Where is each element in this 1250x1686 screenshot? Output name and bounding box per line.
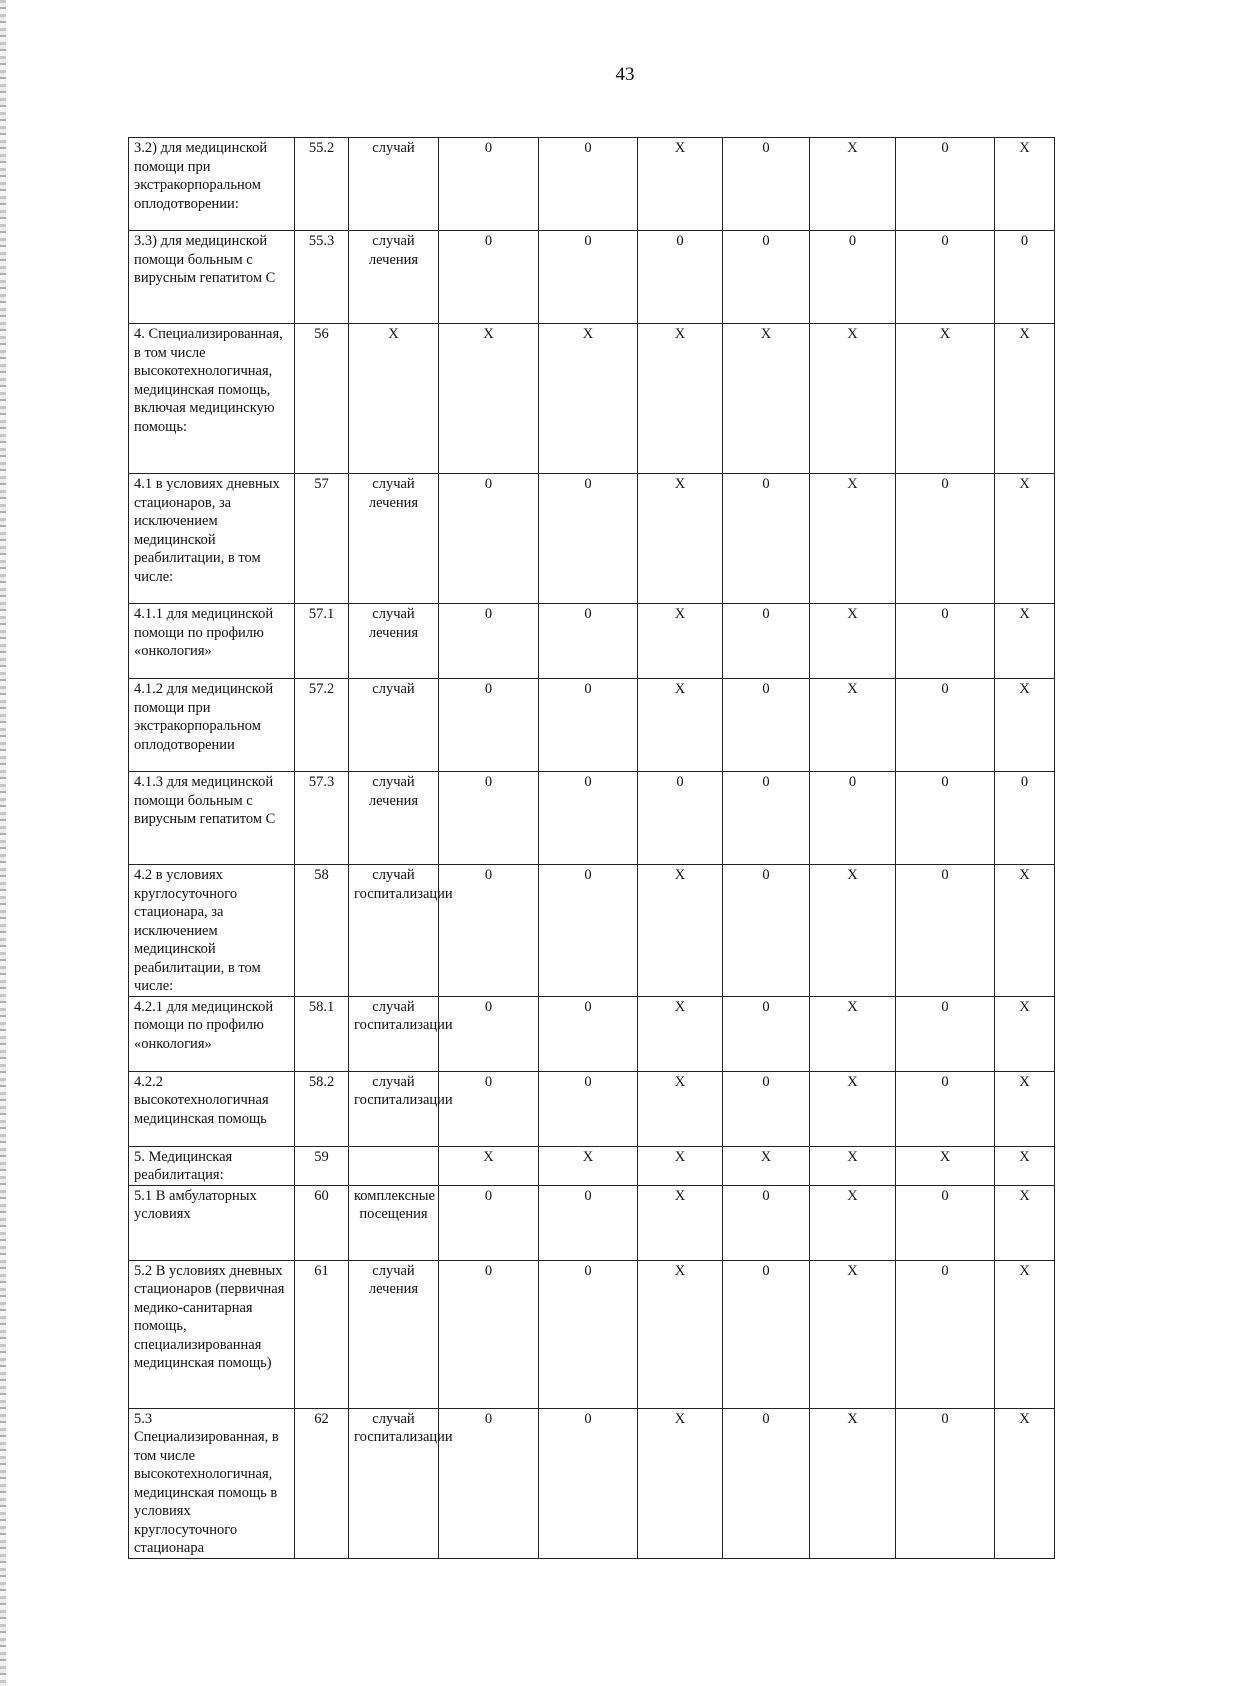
row-value-cell: X <box>995 1408 1055 1558</box>
row-unit-cell <box>349 1146 439 1185</box>
table-row <box>129 865 1055 997</box>
row-name-cell: 4.2.2 высокотехнологичная медицинская помощь <box>129 1071 295 1146</box>
row-value-cell: 0 <box>896 1185 995 1260</box>
row-value-cell: 0 <box>723 1185 810 1260</box>
row-value-cell: 0 <box>539 996 638 1071</box>
row-name-cell: 4.1.2 для медицинской помощи при экстракорпоральном оплодотворении <box>129 679 295 772</box>
row-value-cell: 0 <box>539 231 638 324</box>
row-name-cell: 3.3) для медицинской помощи больным с вирусным гепатитом С <box>129 231 295 324</box>
row-value-cell: 0 <box>896 865 995 997</box>
row-value-cell: X <box>810 1408 896 1558</box>
row-code-cell: 60 <box>295 1185 349 1260</box>
row-code-cell: 57 <box>295 474 349 604</box>
row-value-cell: X <box>995 138 1055 231</box>
row-value-cell: 0 <box>896 604 995 679</box>
table-row <box>129 604 1055 679</box>
row-value-cell: 0 <box>896 996 995 1071</box>
row-value-cell: 0 <box>896 231 995 324</box>
row-code-cell: 57.1 <box>295 604 349 679</box>
row-code-cell: 57.2 <box>295 679 349 772</box>
table-row <box>129 231 1055 324</box>
row-value-cell: X <box>638 474 723 604</box>
table-row <box>129 474 1055 604</box>
row-value-cell: X <box>810 604 896 679</box>
row-name-cell: 5.3 Специализированная, в том числе высокотехнологичная, медицинская помощь в условиях круглосуточного стационара <box>129 1408 295 1558</box>
row-value-cell: 0 <box>439 231 539 324</box>
row-value-cell: 0 <box>723 474 810 604</box>
row-value-cell: X <box>810 996 896 1071</box>
row-unit-cell: случай госпитализации <box>349 996 439 1071</box>
row-value-cell: X <box>995 604 1055 679</box>
row-value-cell: 0 <box>723 679 810 772</box>
row-value-cell: X <box>810 1185 896 1260</box>
row-value-cell: X <box>995 474 1055 604</box>
row-value-cell: X <box>896 324 995 474</box>
row-value-cell: 0 <box>539 865 638 997</box>
row-name-cell: 4. Специализированная, в том числе высокотехнологичная, медицинская помощь, включая медицинскую помощь: <box>129 324 295 474</box>
row-name-cell: 4.1 в условиях дневных стационаров, за исключением медицинской реабилитации, в том числе: <box>129 474 295 604</box>
row-value-cell: X <box>723 1146 810 1185</box>
row-value-cell: 0 <box>723 865 810 997</box>
row-value-cell: X <box>995 865 1055 997</box>
row-unit-cell: случай <box>349 138 439 231</box>
row-value-cell: 0 <box>439 604 539 679</box>
data-table <box>128 137 1055 1559</box>
row-value-cell: 0 <box>638 231 723 324</box>
row-code-cell: 61 <box>295 1260 349 1408</box>
row-value-cell: 0 <box>896 1071 995 1146</box>
row-value-cell: 0 <box>810 772 896 865</box>
row-value-cell: 0 <box>723 138 810 231</box>
row-value-cell: 0 <box>723 231 810 324</box>
row-value-cell: 0 <box>896 474 995 604</box>
row-name-cell: 5. Медицинская реабилитация: <box>129 1146 295 1185</box>
row-value-cell: X <box>539 1146 638 1185</box>
row-value-cell: X <box>638 679 723 772</box>
table-row <box>129 1408 1055 1558</box>
row-value-cell: X <box>723 324 810 474</box>
row-value-cell: 0 <box>810 231 896 324</box>
table-row <box>129 1071 1055 1146</box>
row-value-cell: 0 <box>723 1260 810 1408</box>
row-unit-cell: случай лечения <box>349 1260 439 1408</box>
row-value-cell: 0 <box>539 474 638 604</box>
row-unit-cell: случай <box>349 679 439 772</box>
row-value-cell: 0 <box>439 865 539 997</box>
row-value-cell: X <box>638 324 723 474</box>
table-row <box>129 1146 1055 1185</box>
row-value-cell: X <box>638 1071 723 1146</box>
table-row <box>129 772 1055 865</box>
row-value-cell: 0 <box>439 1071 539 1146</box>
row-value-cell: X <box>810 1146 896 1185</box>
row-code-cell: 62 <box>295 1408 349 1558</box>
row-value-cell: 0 <box>439 679 539 772</box>
row-code-cell: 59 <box>295 1146 349 1185</box>
row-value-cell: 0 <box>995 772 1055 865</box>
row-code-cell: 57.3 <box>295 772 349 865</box>
row-value-cell: 0 <box>896 1260 995 1408</box>
row-name-cell: 4.2.1 для медицинской помощи по профилю «онкология» <box>129 996 295 1071</box>
row-value-cell: X <box>638 865 723 997</box>
row-value-cell: 0 <box>439 1185 539 1260</box>
row-value-cell: 0 <box>439 474 539 604</box>
row-unit-cell: случай госпитализации <box>349 1071 439 1146</box>
row-value-cell: 0 <box>539 1185 638 1260</box>
row-code-cell: 58 <box>295 865 349 997</box>
row-value-cell: 0 <box>896 679 995 772</box>
row-value-cell: 0 <box>539 1260 638 1408</box>
row-code-cell: 58.2 <box>295 1071 349 1146</box>
row-value-cell: 0 <box>439 1408 539 1558</box>
row-value-cell: X <box>638 1260 723 1408</box>
row-unit-cell: случай лечения <box>349 772 439 865</box>
row-name-cell: 5.1 В амбулаторных условиях <box>129 1185 295 1260</box>
row-value-cell: X <box>638 138 723 231</box>
row-code-cell: 55.2 <box>295 138 349 231</box>
row-value-cell: X <box>810 324 896 474</box>
row-value-cell: 0 <box>439 996 539 1071</box>
row-value-cell: 0 <box>539 1408 638 1558</box>
row-value-cell: X <box>810 474 896 604</box>
row-unit-cell: комплексные посещения <box>349 1185 439 1260</box>
row-unit-cell: случай лечения <box>349 474 439 604</box>
row-name-cell: 4.1.3 для медицинской помощи больным с вирусным гепатитом С <box>129 772 295 865</box>
row-value-cell: X <box>439 324 539 474</box>
row-value-cell: X <box>995 324 1055 474</box>
row-value-cell: X <box>995 1071 1055 1146</box>
table-row <box>129 996 1055 1071</box>
row-value-cell: X <box>995 1185 1055 1260</box>
row-name-cell: 5.2 В условиях дневных стационаров (первичная медико-санитарная помощь, специализированная медицинская помощь) <box>129 1260 295 1408</box>
row-value-cell: 0 <box>439 1260 539 1408</box>
page-number: 43 <box>615 64 635 85</box>
row-value-cell: 0 <box>896 138 995 231</box>
row-value-cell: 0 <box>723 1408 810 1558</box>
row-value-cell: 0 <box>723 772 810 865</box>
row-value-cell: 0 <box>723 604 810 679</box>
row-name-cell: 4.1.1 для медицинской помощи по профилю «онкология» <box>129 604 295 679</box>
row-value-cell: X <box>995 1260 1055 1408</box>
table-row <box>129 138 1055 231</box>
row-value-cell: X <box>995 1146 1055 1185</box>
row-code-cell: 55.3 <box>295 231 349 324</box>
row-unit-cell: случай госпитализации <box>349 1408 439 1558</box>
row-value-cell: X <box>638 1408 723 1558</box>
row-value-cell: 0 <box>638 772 723 865</box>
scan-edge-artifact <box>0 0 6 1686</box>
row-value-cell: 0 <box>995 231 1055 324</box>
row-value-cell: X <box>439 1146 539 1185</box>
table-row <box>129 679 1055 772</box>
row-value-cell: X <box>810 138 896 231</box>
row-value-cell: 0 <box>439 772 539 865</box>
row-value-cell: X <box>810 1071 896 1146</box>
row-unit-cell: случай лечения <box>349 604 439 679</box>
row-value-cell: 0 <box>539 1071 638 1146</box>
row-value-cell: X <box>896 1146 995 1185</box>
row-value-cell: X <box>638 1146 723 1185</box>
row-name-cell: 4.2 в условиях круглосуточного стационара, за исключением медицинской реабилитации, в том числе: <box>129 865 295 997</box>
table-row <box>129 1260 1055 1408</box>
row-value-cell: X <box>539 324 638 474</box>
row-value-cell: X <box>995 996 1055 1071</box>
row-value-cell: X <box>810 1260 896 1408</box>
table-row <box>129 1185 1055 1260</box>
row-value-cell: 0 <box>723 1071 810 1146</box>
row-value-cell: X <box>638 604 723 679</box>
row-value-cell: X <box>810 679 896 772</box>
row-value-cell: 0 <box>896 1408 995 1558</box>
row-value-cell: 0 <box>439 138 539 231</box>
row-value-cell: X <box>638 996 723 1071</box>
row-value-cell: X <box>810 865 896 997</box>
row-unit-cell: случай госпитализации <box>349 865 439 997</box>
row-unit-cell: X <box>349 324 439 474</box>
row-code-cell: 58.1 <box>295 996 349 1071</box>
row-unit-cell: случай лечения <box>349 231 439 324</box>
row-value-cell: 0 <box>539 604 638 679</box>
row-value-cell: 0 <box>896 772 995 865</box>
row-name-cell: 3.2) для медицинской помощи при экстракорпоральном оплодотворении: <box>129 138 295 231</box>
row-value-cell: 0 <box>539 138 638 231</box>
row-value-cell: X <box>638 1185 723 1260</box>
row-value-cell: 0 <box>723 996 810 1071</box>
table-row <box>129 324 1055 474</box>
row-value-cell: X <box>995 679 1055 772</box>
row-value-cell: 0 <box>539 772 638 865</box>
row-code-cell: 56 <box>295 324 349 474</box>
row-value-cell: 0 <box>539 679 638 772</box>
